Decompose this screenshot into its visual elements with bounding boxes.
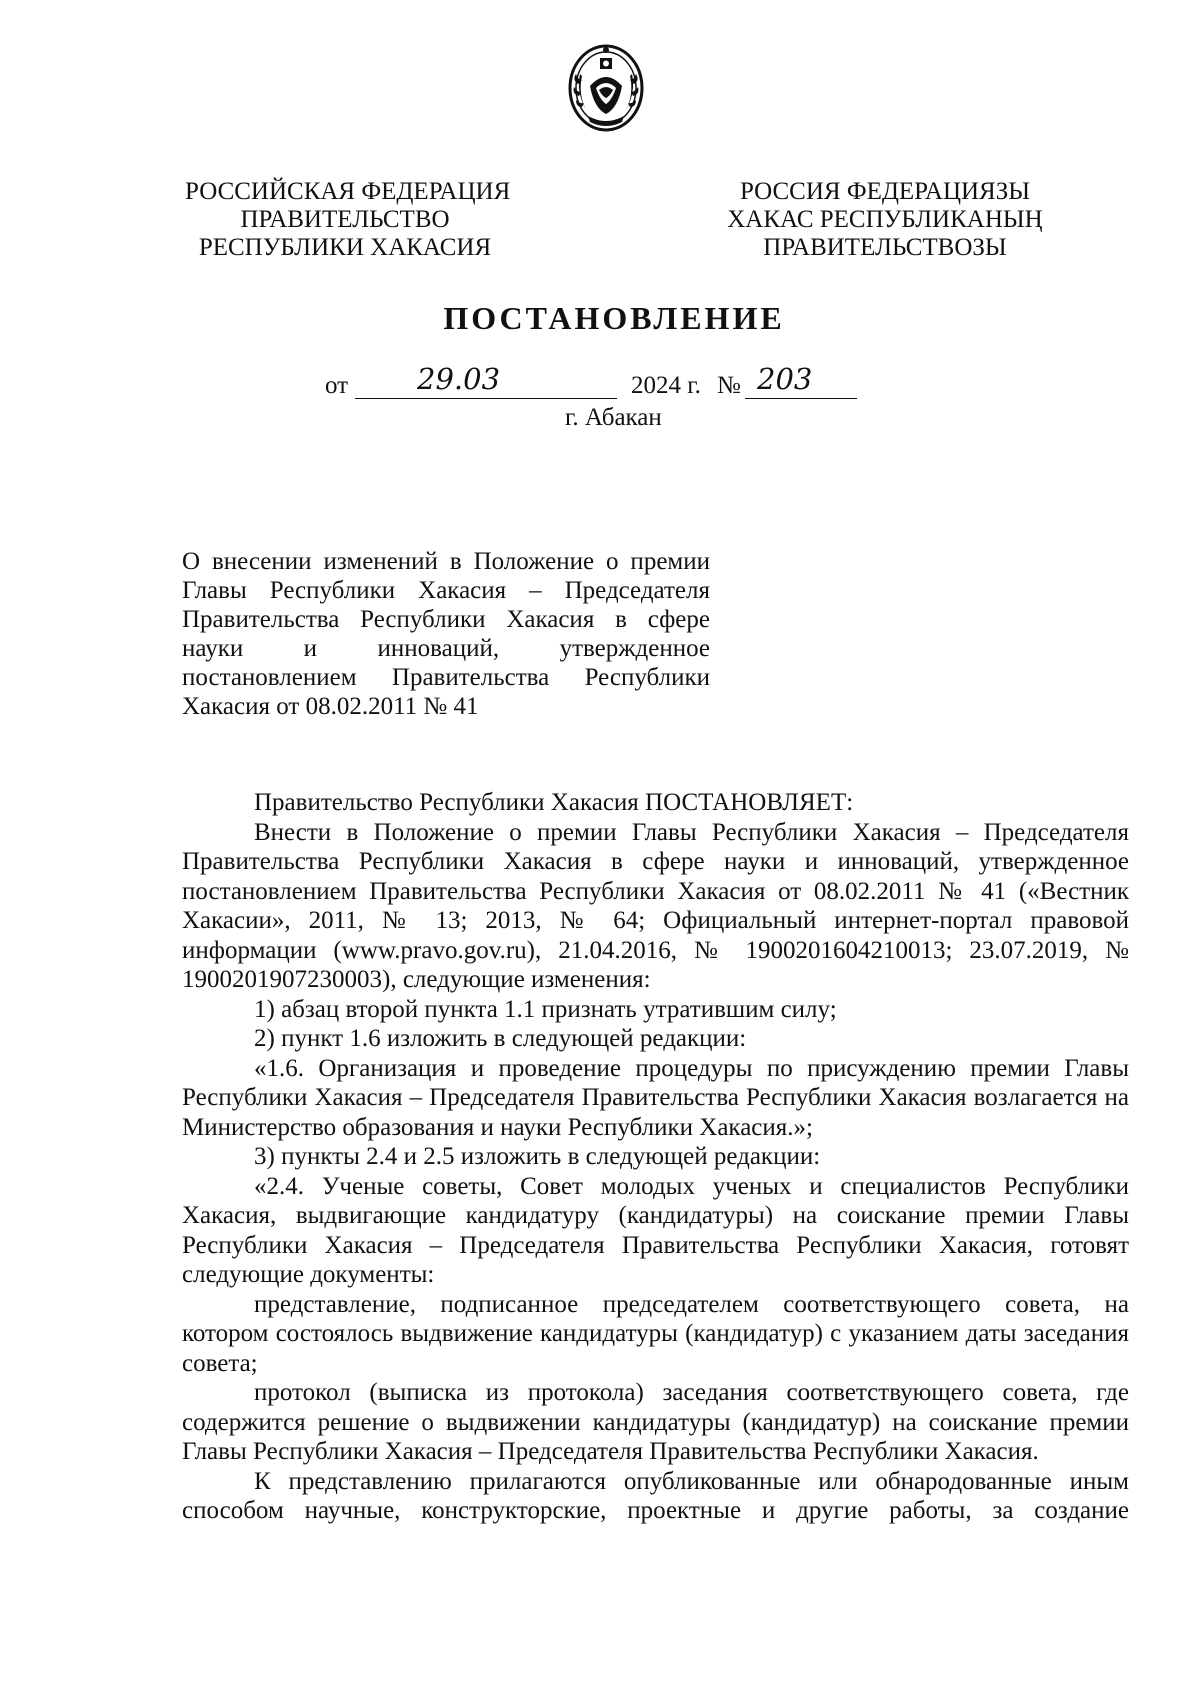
body-paragraph: Внести в Положение о премии Главы Республики Хакасия – Председателя Правительства Республики Хакасия в сфере науки и инноваций, утвержденное постановлением Правительства Республики Хакасия от 08.02.2011 № 41 («Вестник Хакасии», 2011, № 13; 2013, № 64; Официальный интернет-портал правовой информации (www.pravo.gov.ru), 21.04.2016, № 1900201604210013; 23.07.2019, № 1900201907230003), следующие изменения:: [182, 818, 1129, 993]
body-paragraph: протокол (выписка из протокола) заседания соответствующего совета, где содержится решение о выдвижении кандидатуры (кандидатур) на соискание премии Главы Республики Хакасия – Председателя Правительства Республики Хакасия.: [182, 1379, 1129, 1465]
header-left-line: РЕСПУБЛИКИ ХАКАСИЯ: [198, 234, 492, 261]
header-left-line: ПРАВИТЕЛЬСТВО: [240, 206, 450, 233]
document-subject: [182, 547, 710, 721]
subject-line: О внесении изменений в Положение о премии: [182, 548, 710, 575]
subject-line: Главы Республики Хакасия – Председателя: [182, 577, 710, 604]
year: 2024 г.: [631, 372, 701, 399]
body-paragraph: 1) абзац второй пункта 1.1 признать утратившим силу;: [254, 995, 837, 1023]
body-paragraph: 2) пункт 1.6 изложить в следующей редакции:: [254, 1025, 747, 1052]
date-underline: [355, 398, 617, 399]
body-paragraph: «1.6. Организация и проведение процедуры по присуждению премии Главы Республики Хакасия – Председателя Правительства Республики Хакасия возлагается на Министерство образования и науки Республики Хакасия.»;: [182, 1054, 1129, 1141]
subject-line: Правительства Республики Хакасия в сфере: [182, 606, 710, 633]
header-right-line: ПРАВИТЕЛЬСТВОЗЫ: [763, 234, 1007, 261]
date-prefix: от: [325, 372, 349, 399]
number-underline: [745, 398, 857, 399]
body-paragraph: 3) пункты 2.4 и 2.5 изложить в следующей редакции:: [254, 1143, 821, 1170]
header-right: [715, 178, 1055, 262]
subject-line: Хакасия от 08.02.2011 № 41: [182, 693, 479, 720]
document-body: [182, 788, 1129, 1526]
document-title: ПОСТАНОВЛЕНИЕ: [443, 300, 785, 336]
subject-line: науки и инноваций, утвержденное: [182, 635, 710, 662]
city: г. Абакан: [565, 404, 662, 431]
header-right-line: ХАКАС РЕСПУБЛИКАНЫҢ: [727, 206, 1043, 233]
date-line: [325, 362, 925, 402]
header-left: [185, 178, 511, 262]
handwritten-date: 29.03: [417, 362, 501, 396]
number-sign: №: [717, 372, 741, 399]
handwritten-number: 203: [757, 362, 813, 396]
body-paragraph: Правительство Республики Хакасия ПОСТАНОВЛЯЕТ:: [254, 789, 854, 816]
header-left-line: РОССИЙСКАЯ ФЕДЕРАЦИЯ: [185, 178, 511, 205]
coat-of-arms-icon: [566, 44, 646, 136]
body-paragraph: К представлению прилагаются опубликованные или обнародованные иным способом научные, конструкторские, проектные и другие работы, за создание: [182, 1467, 1129, 1524]
body-paragraph: представление, подписанное председателем соответствующего совета, на котором состоялось выдвижение кандидатуры (кандидатур) с указанием даты заседания совета;: [182, 1290, 1129, 1377]
body-paragraph: «2.4. Ученые советы, Совет молодых ученых и специалистов Республики Хакасия, выдвигающие кандидатуру (кандидатуры) на соискание премии Главы Республики Хакасия – Председателя Правительства Республики Хакасия, готовят следующие документы:: [182, 1172, 1129, 1288]
subject-line: постановлением Правительства Республики: [182, 664, 710, 691]
header-right-line: РОССИЯ ФЕДЕРАЦИЯЗЫ: [739, 178, 1031, 205]
